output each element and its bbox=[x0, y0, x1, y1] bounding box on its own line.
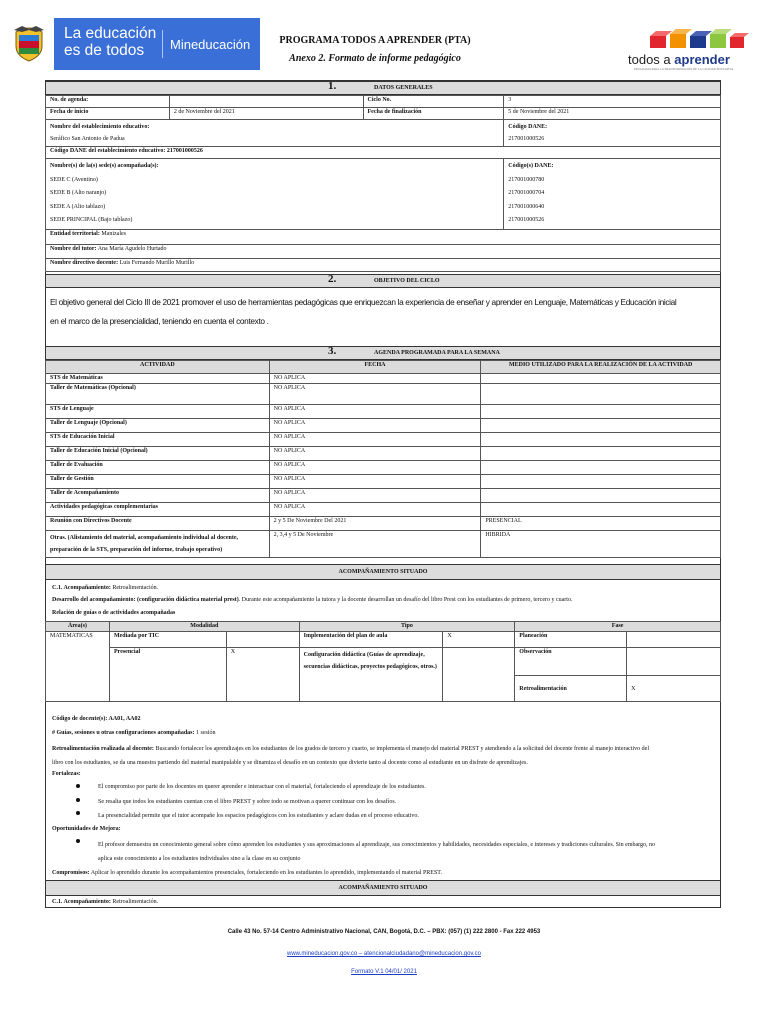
sede-codigo: 217001000526 bbox=[508, 217, 545, 223]
c1-value: Retroalimentación. bbox=[112, 585, 159, 591]
medio-cell bbox=[481, 419, 721, 433]
establecimiento-label: Nombre del establecimiento educativo: bbox=[50, 124, 150, 130]
section-1-number: 1. bbox=[328, 80, 337, 92]
sede-item: SEDE PRINCIPAL (Bajo tablazo) bbox=[50, 217, 133, 223]
section-2-number: 2. bbox=[328, 273, 337, 285]
table-row bbox=[46, 531, 721, 558]
actividad-cell: Taller de Lenguaje (Opcional) bbox=[50, 420, 127, 426]
section-1-title: DATOS GENERALES bbox=[374, 85, 433, 91]
fecha-cell: NO APLICA bbox=[269, 503, 481, 517]
section-2-title: OBJETIVO DEL CICLO bbox=[374, 278, 440, 284]
section-3-title: AGENDA PROGRAMADA PARA LA SEMANA bbox=[374, 350, 500, 356]
table-row bbox=[46, 489, 721, 503]
col-fase: Fase bbox=[515, 622, 721, 632]
table-row bbox=[46, 405, 721, 419]
col-actividad: ACTIVIDAD bbox=[46, 361, 270, 374]
table-row bbox=[46, 503, 721, 517]
ciclo-label: Ciclo No. bbox=[367, 97, 392, 103]
objetivo-text bbox=[50, 293, 718, 331]
entidad-value: Manizales bbox=[101, 230, 126, 237]
objetivo-line-2: en el marco de la presencialidad, teniendo en cuenta el contexto . bbox=[50, 316, 269, 326]
presencial-label: Presencial bbox=[113, 649, 141, 655]
actividad-cell: Actividades pedagógicas complementarias bbox=[50, 504, 158, 510]
fecha-cell: NO APLICA bbox=[269, 405, 481, 419]
guias-value: 1 sesión bbox=[196, 730, 216, 736]
retro-line-1: Buscando fortalecer los aprendizajes en los estudiantes de los grados de tercero y cuarto, se implementa el manejo del material PREST y atendiendo a la solicitud del docente frente al manejo interactivo del bbox=[155, 746, 649, 752]
table-row bbox=[46, 461, 721, 475]
todos-a-aprender-logo bbox=[626, 26, 746, 70]
codigo-dane-value: 217001000526 bbox=[508, 136, 545, 142]
footer-address: Calle 43 No. 57-14 Centro Administrativo Nacional, CAN, Bogotá, D.C. – PBX: (057) (1) 222 2800 - Fax 222 4953 bbox=[227, 929, 541, 935]
table-row bbox=[46, 433, 721, 447]
tutor-value: Ana María Agudelo Hurtado bbox=[97, 245, 167, 252]
medio-cell: PRESENCIAL bbox=[481, 517, 721, 531]
document-title-block bbox=[270, 32, 480, 68]
table-row bbox=[46, 447, 721, 461]
sedes-label: Nombre(s) de la(s) sede(s) acompañada(s): bbox=[50, 163, 159, 169]
acompanamiento-header bbox=[46, 564, 720, 580]
fecha-inicio-value: 2 de Noviembre del 2021 bbox=[169, 108, 363, 120]
colombia-coat-of-arms-icon bbox=[12, 24, 46, 62]
no-agenda-value bbox=[169, 96, 363, 108]
fecha-inicio-label: Fecha de inicio bbox=[50, 109, 89, 115]
medio-cell bbox=[481, 374, 721, 384]
fecha-cell: NO APLICA bbox=[269, 461, 481, 475]
table-row bbox=[46, 384, 721, 405]
table-row bbox=[46, 475, 721, 489]
objetivo-line-1: El objetivo general del Ciclo III de 2021 promover el uso de herramientas pedagógicas que enriquezcan la experiencia de enseñar y aprender en Lenguaje, Matemáticas y Educación inicial bbox=[50, 297, 677, 307]
actividad-cell: Taller de Matemáticas (Opcional) bbox=[50, 385, 136, 391]
medio-cell bbox=[481, 384, 721, 405]
fortaleza-item: El compromiso por parte de los docentes en querer aprender e interactuar con el material, fortaleciendo el aprendizaje de los estudiantes. bbox=[98, 784, 426, 790]
fase-planeacion: Planeación bbox=[519, 633, 548, 639]
fecha-fin-value: 5 de Noviembre del 2021 bbox=[504, 108, 721, 120]
no-agenda-label: No. de agenda: bbox=[50, 97, 89, 103]
fecha-cell: NO APLICA bbox=[269, 433, 481, 447]
section-2-header bbox=[46, 274, 720, 288]
tutor-label: Nombre del tutor: bbox=[50, 245, 97, 252]
fecha-cell: NO APLICA bbox=[269, 384, 481, 405]
mineducacion-logo bbox=[54, 18, 260, 70]
logo-ministry: Mineducación bbox=[170, 37, 251, 52]
acompanamiento-header-2 bbox=[46, 880, 720, 896]
oportunidad-line-2: aplica este conocimiento a los estudiantes individuales sino a la clase en su conjunto bbox=[98, 856, 301, 862]
fecha-cell: 2, 3,4 y 5 De Noviembre bbox=[269, 531, 481, 558]
col-medio: MEDIO UTILIZADO PARA LA REALIZACIÓN DE LA ACTIVIDAD bbox=[481, 361, 721, 374]
fase-retro: Retroalimentación bbox=[519, 685, 567, 692]
c1b-value: Retroalimentación. bbox=[112, 899, 159, 905]
codigo-establecimiento: Código DANE del establecimiento educativo: 217001000526 bbox=[50, 148, 203, 154]
logo-line-1: La educación bbox=[64, 25, 157, 42]
planeacion-mark bbox=[627, 632, 721, 648]
establecimiento-value: Seráfico San Antonio de Padua bbox=[50, 136, 125, 142]
footer-formato[interactable]: Formato V.1 04/01/ 2021 bbox=[351, 969, 417, 975]
sede-item: SEDE C (Aventino) bbox=[50, 176, 98, 183]
section-1-header bbox=[46, 81, 720, 95]
col-modalidad: Modalidad bbox=[109, 622, 299, 632]
desarrollo-value: . Durante este acompañamiento la tutora y la docente desarrollan un desafío del libro Prest con los estudiantes de primero, tercero y cuarto. bbox=[238, 597, 573, 603]
fecha-cell: NO APLICA bbox=[269, 447, 481, 461]
bullet-icon bbox=[76, 839, 80, 843]
bullet-icon bbox=[76, 798, 80, 802]
actividad-cell: STS de Educación Inicial bbox=[50, 434, 115, 440]
fortaleza-item: Se resalta que todos los estudiantes cuentan con el libro PREST y sobre todo se motivan a querer continuar con los desafíos. bbox=[98, 799, 397, 805]
codigo-docente: Código de docente(s): AA01, AA02 bbox=[52, 716, 141, 722]
table-row bbox=[46, 517, 721, 531]
bullet-icon bbox=[76, 784, 80, 788]
impl-label: Implementación del plan de aula bbox=[303, 633, 388, 639]
logo-tagline: PROGRAMA PARA LA TRANSFORMACIÓN DE LA CALIDAD EDUCATIVA bbox=[634, 67, 734, 71]
sede-item: SEDE B (Alto naranjo) bbox=[50, 190, 107, 196]
fortaleza-item: La presencialidad permite que el tutor acompañe los espacios pedagógicos con los estudiantes y aclare dudas en el proceso educativo. bbox=[98, 813, 419, 819]
logo-todos: todos a bbox=[628, 52, 671, 67]
presencial-mark: X bbox=[226, 648, 299, 702]
footer-links[interactable]: www.mineducacion.gov.co – atencionalciudadano@mineducacion.gov.co bbox=[287, 951, 481, 957]
c1b-label: C.1. Acompañamiento: bbox=[52, 899, 111, 905]
desarrollo-label: Desarrollo del acompañamiento: (configuración didáctica material prest) bbox=[52, 597, 239, 603]
actividad-cell: Reunión con Directivos Docente bbox=[50, 518, 132, 524]
agenda-table bbox=[45, 360, 721, 558]
actividad-cell: Taller de Educación Inicial (Opcional) bbox=[50, 448, 148, 454]
sede-codigo: 217001000640 bbox=[508, 203, 545, 210]
medio-cell: HIBRIDA bbox=[481, 531, 721, 558]
col-tipo: Tipo bbox=[299, 622, 515, 632]
document-title: PROGRAMA TODOS A APRENDER (PTA) bbox=[279, 35, 471, 46]
c1-label: C.1. Acompañamiento: bbox=[52, 585, 111, 591]
oportunidades-label: Oportunidades de Mejora: bbox=[52, 826, 121, 832]
col-area: Área(s) bbox=[46, 622, 110, 632]
fecha-cell: 2 y 5 De Noviembre Del 2021 bbox=[269, 517, 481, 531]
medio-cell bbox=[481, 405, 721, 419]
compromisos-value: Aplicar lo aprendido durante los acompañamientos presenciales, fortaleciendo en los estudiantes lo aprendido, implementando el material PREST. bbox=[90, 870, 443, 876]
mediada-mark bbox=[226, 632, 299, 648]
page-header bbox=[0, 0, 768, 78]
report-form bbox=[45, 80, 721, 908]
sede-item: SEDE A (Alto tablazo) bbox=[50, 203, 106, 210]
retro-label: Retroalimentación realizada al docente: bbox=[52, 746, 154, 752]
table-row bbox=[46, 419, 721, 433]
colored-cubes-icon bbox=[646, 28, 756, 52]
actividad-cell: Otras. (Alistamiento del material, acompañamiento individual al docente, preparación de la STS, preparación del informe, trabajo operativo) bbox=[50, 535, 238, 553]
actividad-cell: Taller de Acompañamiento bbox=[50, 490, 120, 496]
actividad-cell: STS de Matemáticas bbox=[50, 375, 103, 381]
config-label: Configuración didáctica (Guías de aprendizaje, secuencias didácticas, proyectos pedagógicos, otros.) bbox=[303, 652, 437, 670]
medio-cell bbox=[481, 503, 721, 517]
ciclo-value: 3 bbox=[504, 96, 721, 108]
entidad-label: Entidad territorial: bbox=[50, 230, 100, 237]
medio-cell bbox=[481, 433, 721, 447]
config-mark bbox=[443, 648, 515, 702]
bullet-icon bbox=[76, 811, 80, 815]
compromisos-label: Compromisos: bbox=[52, 870, 90, 876]
observacion-mark bbox=[627, 648, 721, 676]
area-value: MATEMATICAS bbox=[46, 632, 110, 702]
logo-line-2: es de todos bbox=[64, 42, 145, 59]
retro-mark: X bbox=[627, 676, 721, 702]
col-fecha: FECHA bbox=[269, 361, 481, 374]
directivo-value: Luis Fernando Murillo Murillo bbox=[119, 259, 195, 266]
actividad-cell: Taller de Evaluación bbox=[50, 462, 103, 468]
fortalezas-label: Fortalezas: bbox=[52, 771, 81, 777]
retro-line-2: libro con los estudiantes, se da una muestra partiendo del material manipulable y se dinamiza el desafío en un contexto que divierte tanto al docente como al estudiante en un disfrute de aprendizajes. bbox=[52, 760, 528, 766]
directivo-label: Nombre directivo docente: bbox=[50, 259, 119, 266]
table-row bbox=[46, 374, 721, 384]
relacion-label: Relación de guías o de actividades acompañadas bbox=[52, 610, 176, 616]
acompanamiento-title-2: ACOMPAÑAMIENTO SITUADO bbox=[338, 885, 428, 891]
section-3-number: 3. bbox=[328, 345, 337, 357]
relacion-table bbox=[45, 621, 721, 702]
fecha-cell: NO APLICA bbox=[269, 489, 481, 503]
actividad-cell: STS de Lenguaje bbox=[50, 406, 94, 412]
fecha-cell: NO APLICA bbox=[269, 374, 481, 384]
sede-codigo: 217001000780 bbox=[508, 176, 545, 183]
actividad-cell: Taller de Gestión bbox=[50, 476, 94, 482]
mediada-label: Mediada por TIC bbox=[113, 633, 160, 639]
fecha-fin-label: Fecha de finalización bbox=[367, 109, 422, 115]
codigo-dane-label: Código DANE: bbox=[508, 124, 548, 130]
oportunidad-line-1: El profesor demuestra un conocimiento general sobre cómo aprenden los estudiantes y sus aproximaciones al aprendizaje, sus conocimientos y habilidades, necesidades especiales, e intereses y tradiciones culturales. Sin embargo, no bbox=[98, 842, 656, 848]
sede-codigo: 217001000704 bbox=[508, 190, 545, 196]
medio-cell bbox=[481, 475, 721, 489]
guias-label: # Guías, sesiones u otras configuraciones acompañadas: bbox=[52, 730, 195, 736]
medio-cell bbox=[481, 447, 721, 461]
logo-aprender: aprender bbox=[674, 52, 730, 67]
section-3-header bbox=[46, 346, 720, 360]
medio-cell bbox=[481, 461, 721, 475]
medio-cell bbox=[481, 489, 721, 503]
fecha-cell: NO APLICA bbox=[269, 475, 481, 489]
acompanamiento-title: ACOMPAÑAMIENTO SITUADO bbox=[338, 569, 428, 575]
codigos-label: Código(s) DANE: bbox=[508, 163, 554, 169]
fecha-cell: NO APLICA bbox=[269, 419, 481, 433]
datos-generales-table bbox=[45, 95, 721, 272]
document-subtitle: Anexo 2. Formato de informe pedagógico bbox=[289, 53, 461, 64]
fase-observacion: Observación bbox=[519, 649, 552, 655]
impl-mark: X bbox=[443, 632, 515, 648]
